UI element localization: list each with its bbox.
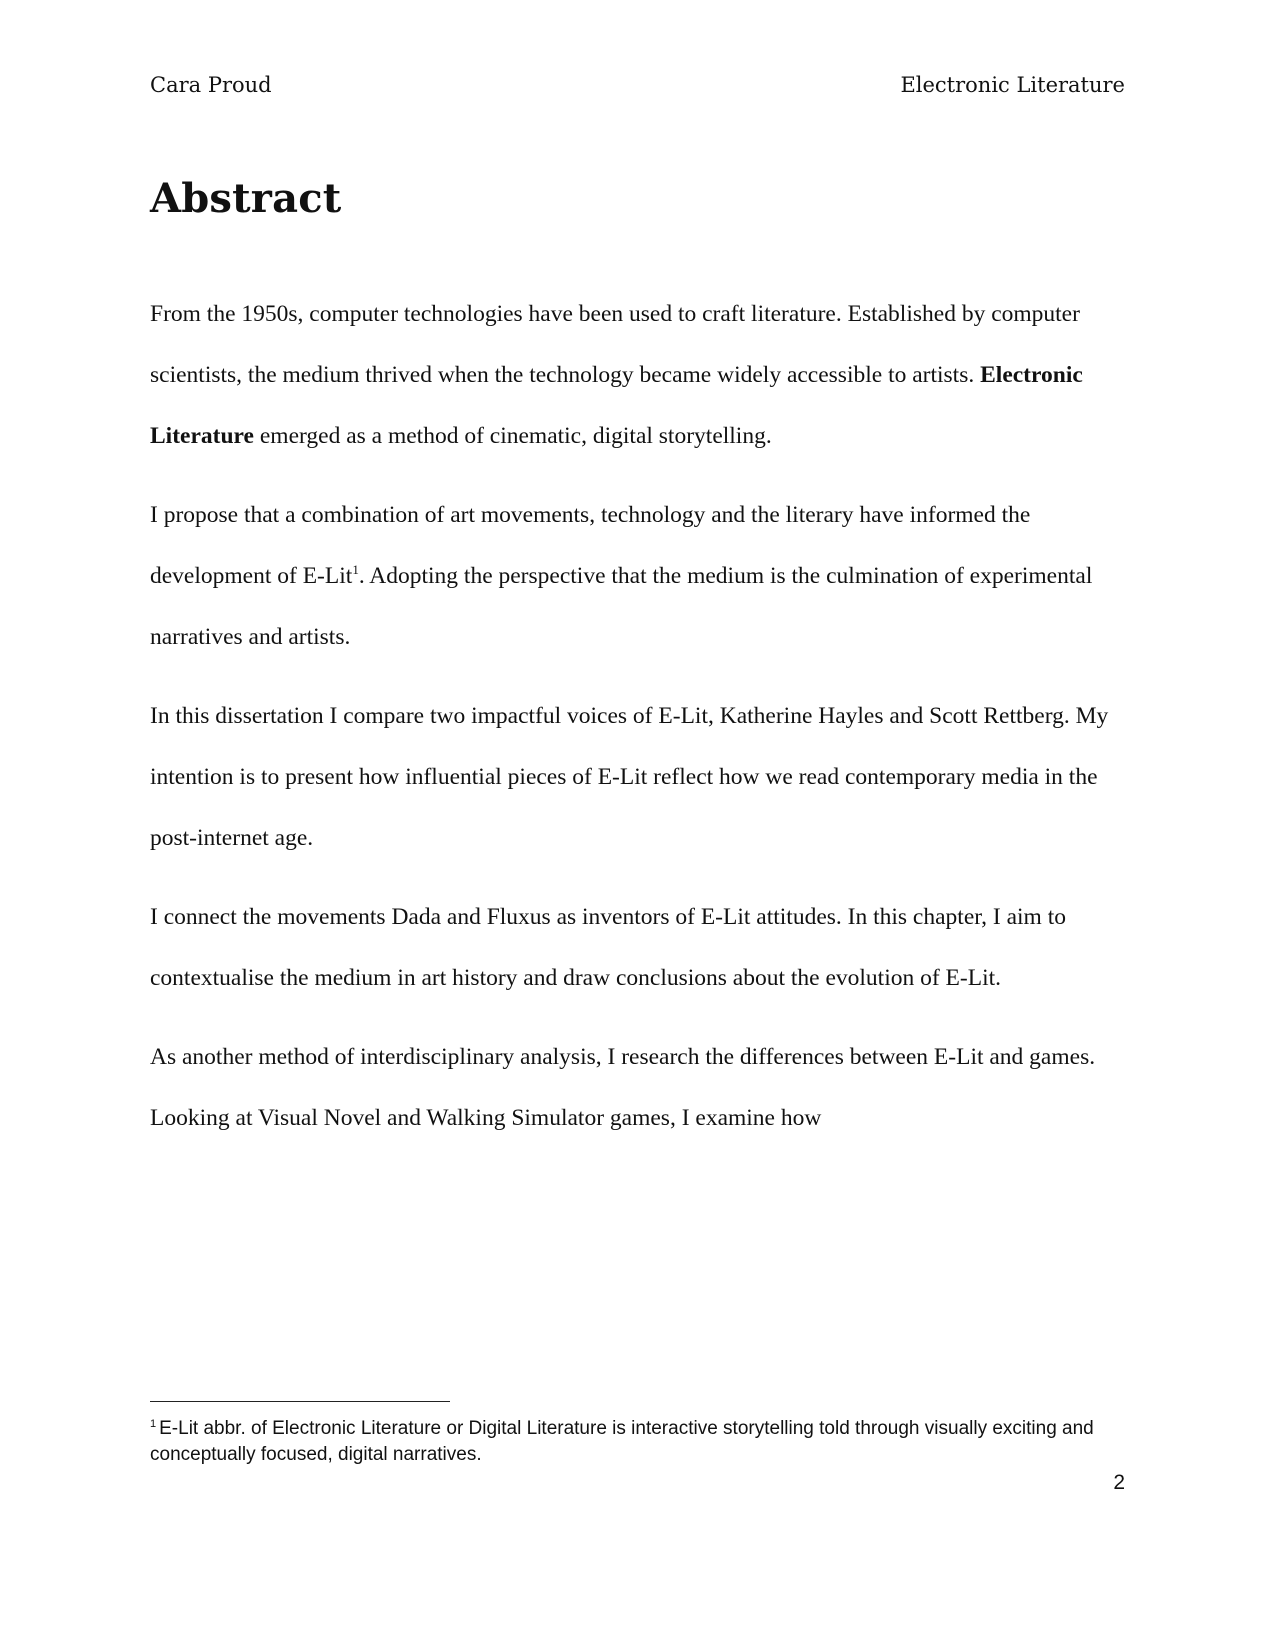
footnote-text: E-Lit abbr. of Electronic Literature or Digital Literature is interactive storytelling told through visually exciting and conceptually focused, digital narratives. (150, 1418, 1094, 1465)
paragraph-1-text-end: emerged as a method of cinematic, digital storytelling. (253, 423, 772, 449)
header-author: Cara Proud (150, 73, 272, 97)
footnote-reference[interactable]: 1 (352, 562, 359, 578)
page-number: 2 (1113, 1471, 1125, 1494)
bold-term: Electronic Literature (150, 362, 1083, 449)
paragraph-1 (150, 284, 1135, 467)
footnote (150, 1416, 1135, 1468)
footnote-number: 1 (150, 1417, 157, 1430)
page-title: Abstract (150, 175, 342, 222)
abstract-body (150, 284, 1135, 1167)
paragraph-3: In this dissertation I compare two impactful voices of E-Lit, Katherine Hayles and Scott Rettberg. My intention is to present how influential pieces of E-Lit reflect how we read contemporary media in the post-internet age. (150, 703, 1109, 851)
paragraph-2 (150, 485, 1135, 668)
footnote-divider (150, 1401, 450, 1402)
paragraph-4: I connect the movements Dada and Fluxus as inventors of E-Lit attitudes. In this chapter, I aim to contextualise the medium in art history and draw conclusions about the evolution of E-Lit. (150, 904, 1066, 991)
paragraph-5: As another method of interdisciplinary analysis, I research the differences between E-Lit and games. Looking at Visual Novel and Walking Simulator games, I examine how (150, 1044, 1096, 1131)
paragraph-1-text: From the 1950s, computer technologies have been used to craft literature. Established by computer scientists, the medium thrived when the technology became widely accessible to artists. (150, 301, 1080, 388)
paragraph-2-text: I propose that a combination of art movements, technology and the literary have informed the development of E-Lit (150, 502, 1031, 589)
header-running-title: Electronic Literature (900, 73, 1125, 97)
paragraph-2-text-end: . Adopting the perspective that the medium is the culmination of experimental narratives and artists. (150, 563, 1093, 650)
